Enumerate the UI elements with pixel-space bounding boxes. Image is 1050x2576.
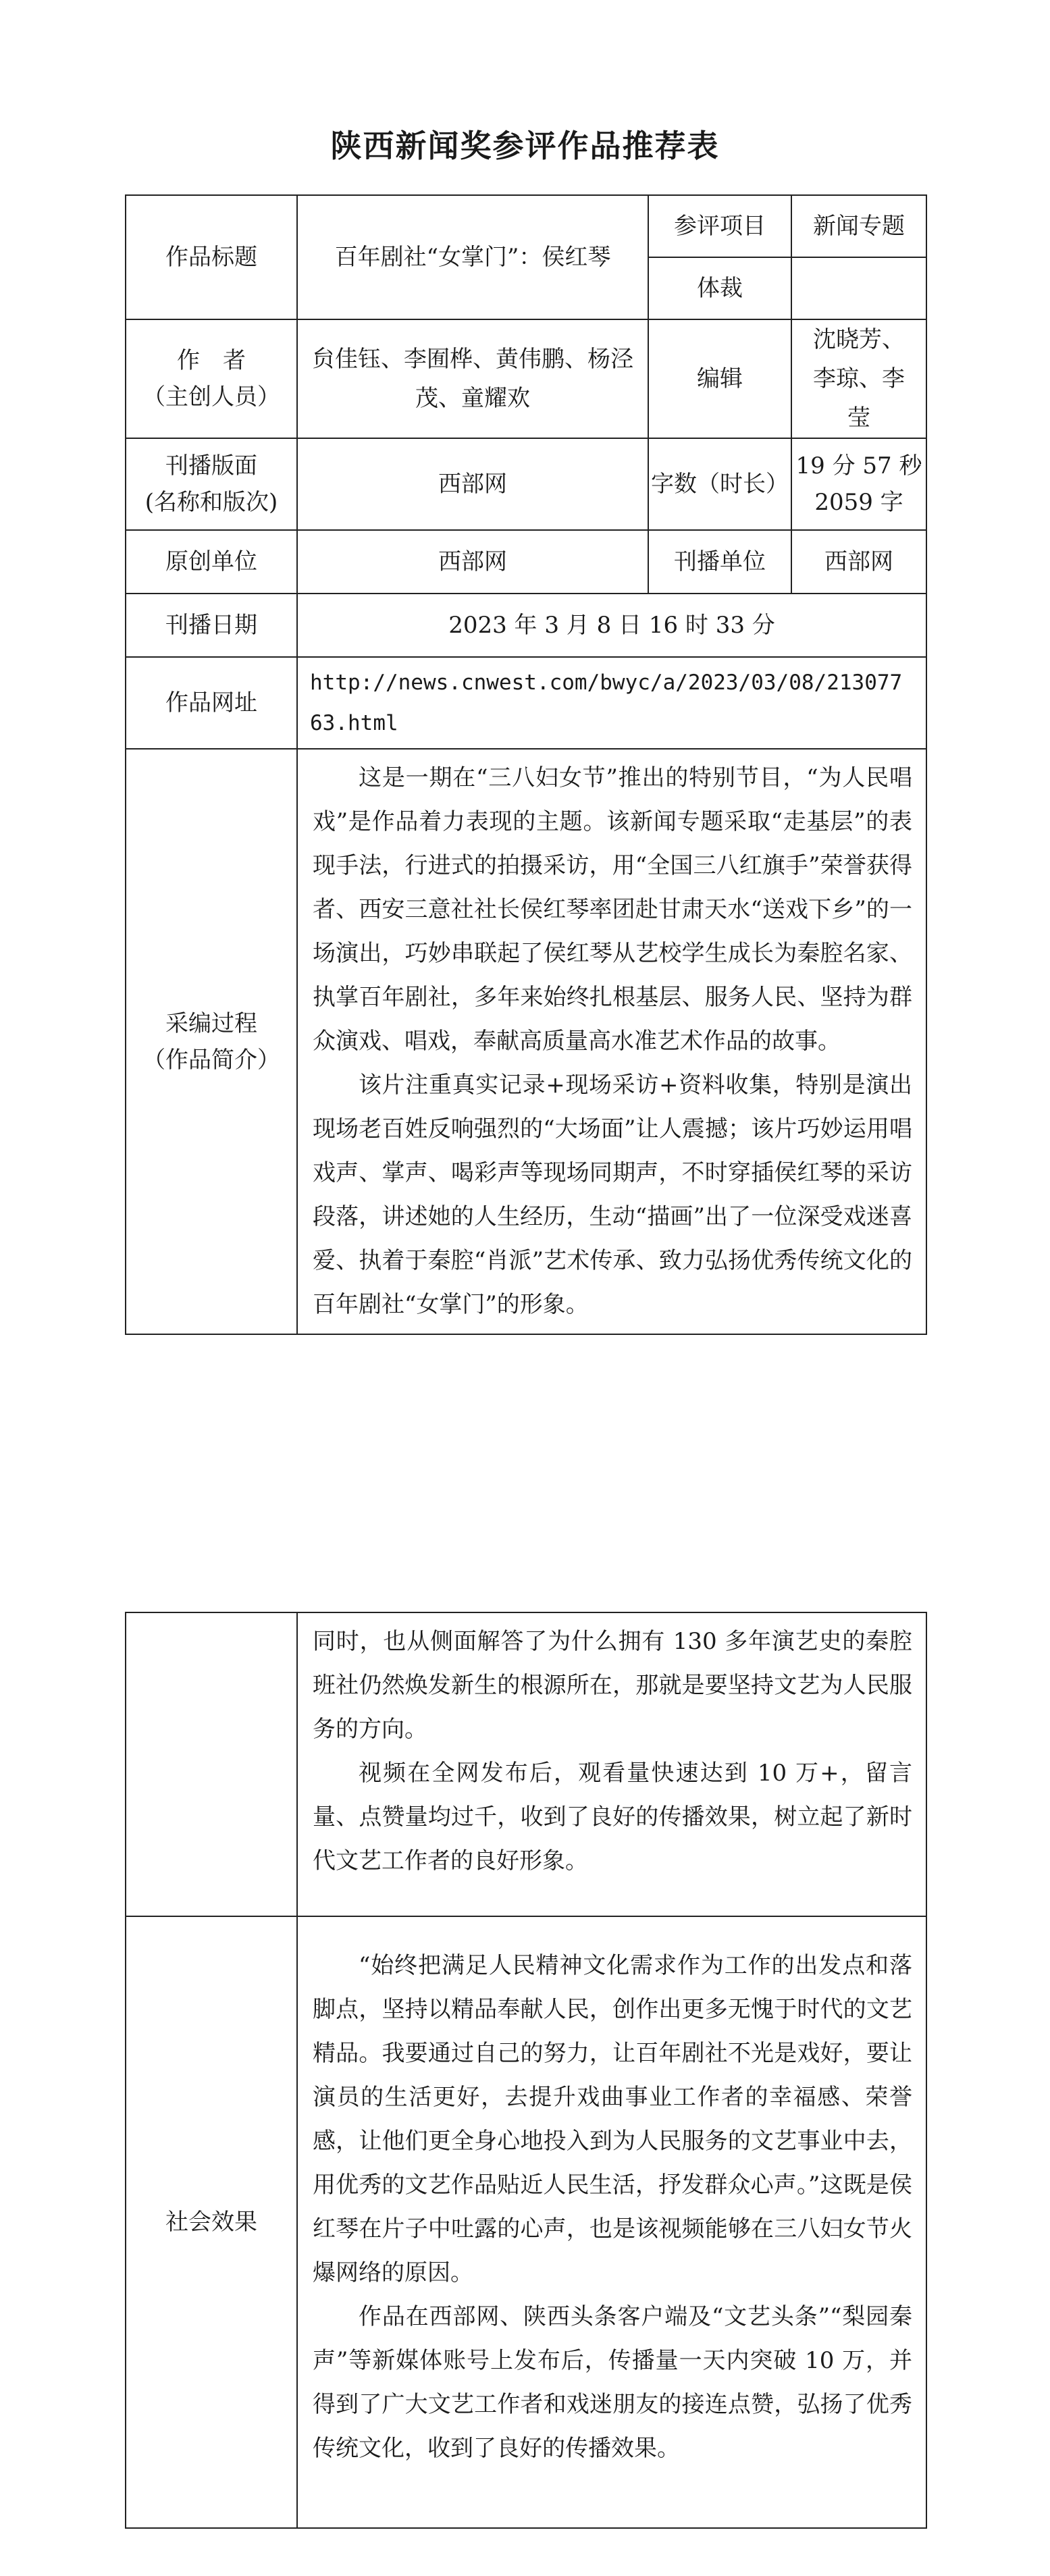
publish-date-label: 刊播日期	[126, 594, 297, 657]
page-title: 陕西新闻奖参评作品推荐表	[330, 128, 720, 164]
word-count-label: 字数（时长）	[648, 438, 791, 530]
process-label	[126, 749, 297, 1334]
word-count-value: 2059 字	[814, 489, 903, 516]
duration-wordcount-value	[791, 438, 926, 530]
publish-layout-label-line2: (名称和版次)	[145, 489, 278, 516]
publish-layout-value: 西部网	[297, 438, 648, 530]
work-title-value: 百年剧社“女掌门”：侯红琴	[297, 195, 648, 319]
continued-text	[297, 1612, 926, 1916]
origin-unit-value: 西部网	[297, 530, 648, 594]
url-label: 作品网址	[126, 657, 297, 749]
category-value: 新闻专题	[791, 195, 926, 257]
editor-label: 编辑	[648, 319, 791, 438]
process-paragraph-2: 该片注重真实记录+现场采访+资料收集，特别是演出现场老百姓反响强烈的“大场面”让人震撼；该片巧妙运用唱戏声、掌声、喝彩声等现场同期声，不时穿插侯红琴的采访段落，讲述她的人生经历，生动“描画”出了一位深受戏迷喜爱、执着于秦腔“肖派”艺术传承、致力弘扬优秀传统文化的百年剧社“女掌门”的形象。	[313, 1072, 912, 1318]
recommendation-table-continued	[125, 1612, 927, 2529]
social-effect-paragraph-1: “始终把满足人民精神文化需求作为工作的出发点和落脚点，坚持以精品奉献人民，创作出更多无愧于时代的文艺精品。我要通过自己的努力，让百年剧社不光是戏好，要让演员的生活更好，去提升戏曲事业工作者的幸福感、荣誉感，让他们更全身心地投入到为人民服务的文艺事业中去，用优秀的文艺作品贴近人民生活，抒发群众心声。”这既是侯红琴在片子中吐露的心声，也是该视频能够在三八妇女节火爆网络的原因。	[313, 1952, 912, 2286]
social-effect-text	[297, 1916, 926, 2528]
process-text	[297, 749, 926, 1334]
publish-layout-label-line1: 刊播版面	[165, 452, 257, 479]
origin-unit-label: 原创单位	[126, 530, 297, 594]
author-label-line1: 作 者	[177, 347, 246, 374]
category-label: 参评项目	[648, 195, 791, 257]
genre-label: 体裁	[648, 257, 791, 319]
genre-value	[791, 257, 926, 319]
work-title-label: 作品标题	[126, 195, 297, 319]
process-label-line1: 采编过程	[165, 1009, 257, 1037]
social-effect-paragraph-2: 作品在西部网、陕西头条客户端及“文艺头条”“梨园秦声”等新媒体账号上发布后，传播量一天内突破 10 万，并得到了广大文艺工作者和戏迷朋友的接连点赞，弘扬了优秀传统文化，收到了良好的传播效果。	[313, 2303, 912, 2462]
publish-date-value: 2023 年 3 月 8 日 16 时 33 分	[297, 594, 926, 657]
author-label-line2: （主创人员）	[142, 384, 280, 411]
editors-value: 沈晓芳、李琼、李莹	[791, 319, 926, 438]
continued-label-cell	[126, 1612, 297, 1916]
author-label	[126, 319, 297, 438]
process-label-line2: （作品简介）	[142, 1046, 280, 1074]
process-paragraph-1: 这是一期在“三八妇女节”推出的特别节目，“为人民唱戏”是作品着力表现的主题。该新闻专题采取“走基层”的表现手法，行进式的拍摄采访，用“全国三八红旗手”荣誉获得者、西安三意社社长侯红琴率团赴甘肃天水“送戏下乡”的一场演出，巧妙串联起了侯红琴从艺校学生成长为秦腔名家、执掌百年剧社，多年来始终扎根基层、服务人民、坚持为群众演戏、唱戏，奉献高质量高水准艺术作品的故事。	[313, 764, 912, 1055]
url-value: http://news.cnwest.com/bwyc/a/2023/03/08/21307763.html	[297, 657, 926, 749]
continued-paragraph-2: 视频在全网发布后，观看量快速达到 10 万+，留言量、点赞量均过千，收到了良好的传播效果，树立起了新时代文艺工作者的良好形象。	[313, 1760, 912, 1874]
publish-unit-label: 刊播单位	[648, 530, 791, 594]
publish-unit-value: 西部网	[791, 530, 926, 594]
social-effect-label: 社会效果	[126, 1916, 297, 2528]
continued-paragraph-1: 同时，也从侧面解答了为什么拥有 130 多年演艺史的秦腔班社仍然焕发新生的根源所在，那就是要坚持文艺为人民服务的方向。	[313, 1628, 912, 1743]
recommendation-table	[125, 194, 927, 1335]
publish-layout-label	[126, 438, 297, 530]
duration-value: 19 分 57 秒	[795, 452, 922, 479]
authors-value: 贠佳钰、李囿桦、黄伟鹏、杨泾茂、童耀欢	[297, 319, 648, 438]
